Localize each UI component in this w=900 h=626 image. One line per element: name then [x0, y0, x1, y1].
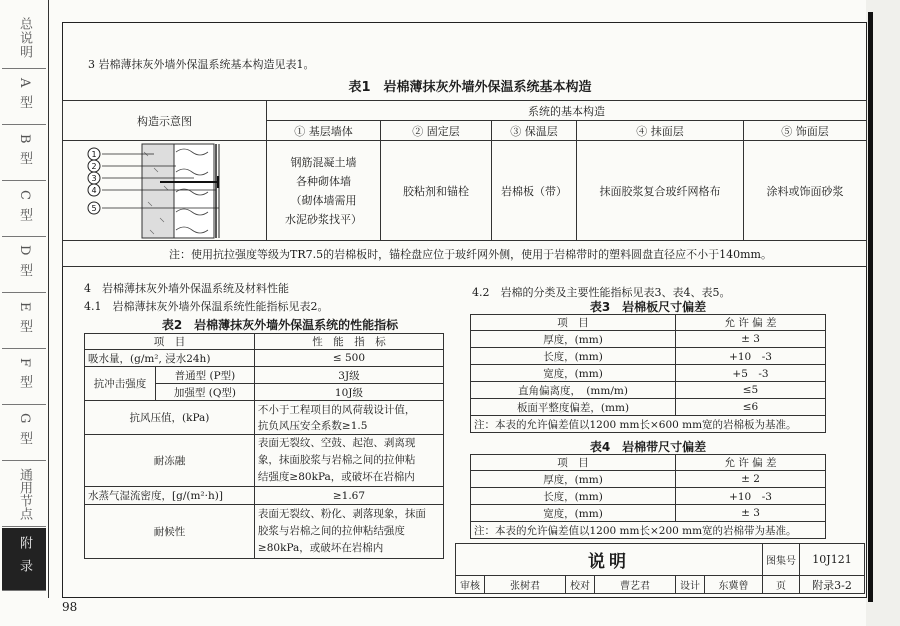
right-page-edge	[866, 0, 900, 626]
section-4-title: 4 岩棉薄抹灰外墙外保温系统及材料性能	[84, 282, 289, 295]
title-block-title: 说明	[456, 544, 763, 576]
sidebar-item-appendix[interactable]: 附录	[2, 528, 46, 591]
table1-diagram-cell	[63, 141, 267, 241]
table1-col-plaster: ④ 抹面层	[577, 121, 744, 141]
page-ref: 附录3-2	[800, 576, 865, 594]
sidebar-item-type-g[interactable]: G型	[2, 406, 46, 461]
section-3-intro: 3 岩棉薄抹灰外墙外保温系统基本构造见表1。	[88, 58, 315, 71]
table4-title: 表4 岩棉带尺寸偏差	[589, 440, 707, 454]
table1-col-fixing: ② 固定层	[381, 121, 492, 141]
table1-basic-structure	[62, 100, 867, 267]
table1-note: 注：使用抗拉强度等级为TR7.5的岩棉板时，锚栓盘应位于玻纤网外侧，使用于岩棉带时的塑料圆盘直径应不小于140mm。	[63, 241, 867, 267]
table1-title: 表1 岩棉薄抹灰外墙外保温系统基本构造	[348, 80, 592, 95]
table1-header-diagram: 构造示意图	[63, 101, 267, 141]
table1-fixing-cell: 胶粘剂和锚栓	[381, 141, 492, 241]
page-number: 98	[62, 600, 78, 614]
section-4-1: 4.1 岩棉薄抹灰外墙外保温系统性能指标见表2。	[84, 300, 329, 313]
table3-board-tolerance: 项 目 允 许 偏 差 厚度，(mm) ± 3 长度，(mm) +10 -3 宽度，(mm) +5 -3 直角偏离度， (mm/m) ≤5 板面平整度偏差，(mm) ≤6 注：本表的允许偏差值以1200 mm长×600 mm宽的岩棉板为基准。	[470, 314, 826, 433]
sidebar-item-type-f[interactable]: F型	[2, 350, 46, 405]
table2-header-value: 性 能 指 标	[254, 334, 443, 350]
table1-col-base-wall: ① 基层墙体	[267, 121, 381, 141]
table1-plaster-cell: 抹面胶浆复合玻纤网格布	[577, 141, 744, 241]
table3-title: 表3 岩棉板尺寸偏差	[589, 300, 707, 314]
diagram-label-4: 4	[91, 186, 97, 195]
diagram-label-1: 1	[91, 150, 97, 159]
title-block: 说明 图集号 10J121 审核 张树君 校对 曹艺君 设计 东冀曾 页 附录3-2	[455, 543, 865, 594]
wall-section-diagram	[64, 142, 264, 240]
table2-header-item: 项 目	[85, 334, 255, 350]
sidebar-item-type-a[interactable]: A型	[2, 70, 46, 125]
table1-col-insulation: ③ 保温层	[492, 121, 577, 141]
table1-insulation-cell: 岩棉板（带）	[492, 141, 577, 241]
table1-header-system: 系统的基本构造	[267, 101, 867, 121]
table4-strip-tolerance: 项 目 允 许 偏 差 厚度，(mm) ± 2 长度，(mm) +10 -3 宽度，(mm) ± 3 注：本表的允许偏差值以1200 mm长×200 mm宽的岩棉带为基准。	[470, 454, 826, 539]
section-4-2: 4.2 岩棉的分类及主要性能指标见表3、表4、表5。	[472, 286, 731, 299]
sidebar-item-type-b[interactable]: B型	[2, 126, 46, 181]
sidebar-item-type-d[interactable]: D型	[2, 238, 46, 293]
table4-note: 注：本表的允许偏差值以1200 mm长×200 mm宽的岩棉带为基准。	[471, 522, 826, 539]
sidebar-item-type-c[interactable]: C型	[2, 182, 46, 237]
table2-performance: 项 目 性 能 指 标 吸水量，(g/m², 浸水24h) ≤ 500 抗冲击强度 普通型 (P型) 3J级 加强型 (Q型) 10J级 抗风压值，(kPa) 不小于工程项目的风荷载设计值， 抗负风压安全系数≥1.5 耐冻融 表面无裂纹、空鼓、起泡、剥离现 象，抹面胶浆与岩棉之间的拉伸粘 结强度≥80kPa，或破坏在岩棉内 水蒸气湿流密度，[g/(m²·h)] ≥1.67 耐候性 表面无裂纹、粉化、剥落现象，抹面 胶浆与岩棉之间的拉伸粘结强度 ≥80kPa，或破坏在岩棉内	[84, 333, 444, 559]
left-sidebar-tabs	[0, 0, 49, 598]
sidebar-item-type-e[interactable]: E型	[2, 294, 46, 349]
table1-base-wall-cell: 钢筋混凝土墙 各种砌体墙 （砌体墙需用 水泥砂浆找平）	[267, 141, 381, 241]
table1-finish-cell: 涂料或饰面砂浆	[744, 141, 867, 241]
atlas-number: 10J121	[800, 544, 865, 576]
sidebar-item-general[interactable]: 总说明	[2, 8, 46, 69]
table2-title: 表2 岩棉薄抹灰外墙外保温系统的性能指标	[161, 318, 399, 332]
diagram-label-3: 3	[91, 174, 97, 183]
diagram-label-5: 5	[91, 204, 97, 213]
diagram-label-2: 2	[91, 162, 97, 171]
table3-note: 注：本表的允许偏差值以1200 mm长×600 mm宽的岩棉板为基准。	[471, 416, 826, 433]
sidebar-item-common-nodes[interactable]: 通用节点	[2, 462, 46, 527]
table1-col-finish: ⑤ 饰面层	[744, 121, 867, 141]
